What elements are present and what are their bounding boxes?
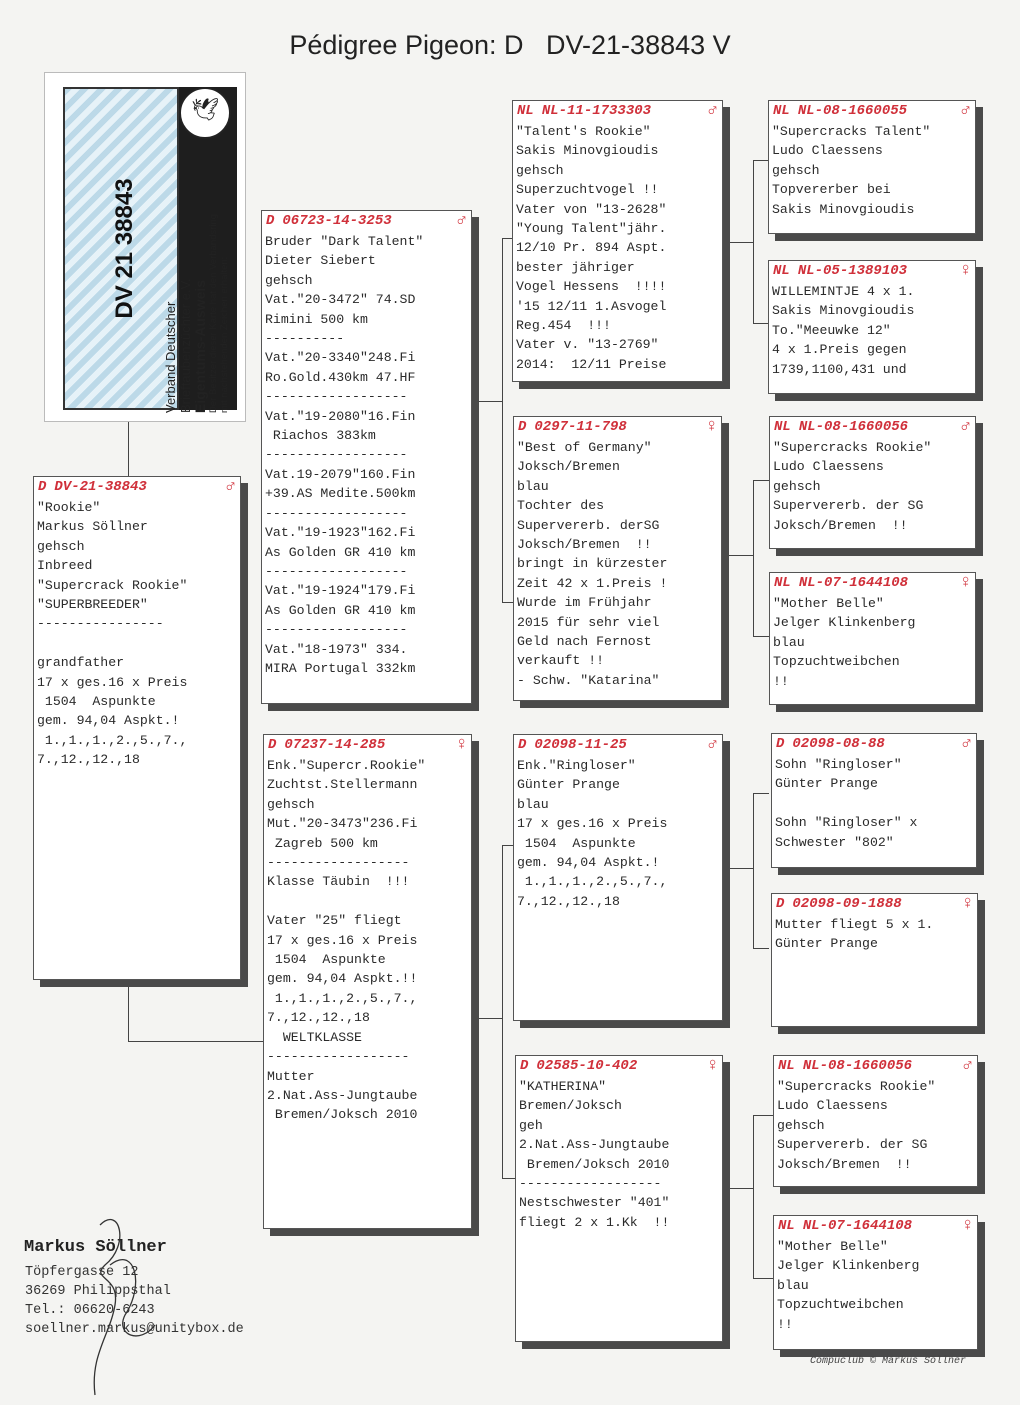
- connector: [472, 401, 502, 402]
- card-header: [769, 101, 975, 120]
- copyright: Compuclub © Markus Söllner: [810, 1356, 967, 1367]
- card-notes: "Rookie" Markus Söllner gehsch Inbreed "Supercrack Rookie" "SUPERBREEDER" ---------------- grandfather 17 x ges.16 x Preis 1504 Aspunkte gem. 94,04 Aspkt.! 1.,1.,1.,2.,5.,7., 7.,12.,12.,18: [37, 500, 188, 768]
- female-symbol-icon: ♀: [960, 261, 971, 281]
- pigeon-card-fmm: [769, 572, 976, 705]
- card-notes: Mutter fliegt 5 x 1. Günter Prange: [775, 917, 934, 952]
- ring-number: 02098-09-1888: [792, 896, 902, 912]
- connector: [502, 1178, 516, 1179]
- country-code: D: [776, 736, 785, 752]
- pigeon-card-father-mother: [513, 416, 722, 701]
- card-notes: Enk."Ringloser" Günter Prange blau 17 x ges.16 x Preis 1504 Aspunkte gem. 94,04 Aspkt.! 1.,1.,1.,2.,5.,7., 7.,12.,12.,18: [517, 758, 668, 909]
- male-symbol-icon: ♂: [961, 734, 972, 754]
- page-title: Pédigree Pigeon: D DV-21-38843 V: [289, 30, 731, 60]
- pigeon-card-mmm: [773, 1215, 978, 1350]
- ownership-org-line2: Brieftaubenzüchter e.V.: [178, 278, 193, 413]
- card-notes: Enk."Supercr.Rookie" Zuchtst.Stellermann gehsch Mut."20-3473"236.Fi Zagreb 500 km ------------------ Klasse Täubin !!! Vater "25" fliegt 17 x ges.16 x Preis 1504 Aspunkte gem. 94,04 Aspkt.!! 1.,1.,1.,2.,5.,7., 7.,12.,12.,18 WELTKLASSE ------------------ Mutter 2.Nat.Ass-Jungtaube Bremen/Joksch 2010: [267, 758, 426, 1123]
- ring-number: NL-07-1644108: [802, 1218, 913, 1234]
- country-code: NL: [773, 263, 790, 279]
- connector: [753, 480, 769, 481]
- card-header: [264, 735, 471, 754]
- male-symbol-icon: ♂: [707, 735, 718, 755]
- male-symbol-icon: ♂: [707, 101, 718, 121]
- country-code: NL: [774, 419, 791, 435]
- country-code: NL: [773, 103, 790, 119]
- country-code: D: [38, 479, 47, 495]
- ownership-heading: Eigentums-Ausweis: [192, 279, 208, 413]
- card-header: [769, 261, 975, 280]
- card-notes: "KATHERINA" Bremen/Joksch geh 2.Nat.Ass-Jungtaube Bremen/Joksch 2010 ------------------ Nestschwester "401" fliegt 2 x 1.Kk !!: [519, 1079, 670, 1230]
- country-code: NL: [778, 1218, 795, 1234]
- card-header: [774, 1216, 977, 1235]
- connector: [753, 1278, 773, 1279]
- ring-number: 0297-11-798: [534, 419, 627, 435]
- card-notes: "Supercracks Talent" Ludo Claessens gehsch Topvererber bei Sakis Minovgioudis: [772, 124, 931, 217]
- pigeon-card-mfm: [771, 893, 978, 1027]
- country-code: D: [266, 213, 275, 229]
- connector: [753, 1115, 773, 1116]
- connector: [723, 868, 753, 869]
- pigeon-card-fff: [768, 100, 976, 234]
- male-symbol-icon: ♂: [960, 417, 971, 437]
- card-notes: "Talent's Rookie" Sakis Minovgioudis gehsch Superzuchtvogel !! Vater von "13-2628" "Young Talent"jähr. 12/10 Pr. 894 Aspt. bester jähriger Vogel Hessens !!!! '15 12/11 1.Asvogel Reg.454 !!! Vater v. "13-2769" 2014: 12/11 Preise: [516, 124, 667, 372]
- signature: [60, 1205, 180, 1405]
- connector: [502, 238, 503, 602]
- breeder-city: 36269 Philippsthal: [25, 1284, 171, 1299]
- connector: [753, 323, 769, 324]
- female-symbol-icon: ♀: [962, 894, 973, 914]
- ownership-small-line2: mit nachstehenden Zeichen erhalten:: [219, 256, 230, 413]
- card-notes: "Mother Belle" Jelger Klinkenberg blau Topzuchtweibchen !!: [773, 596, 916, 689]
- card-header: [770, 417, 975, 436]
- country-code: NL: [517, 103, 534, 119]
- pigeon-card-ffm: [768, 260, 976, 394]
- ring-number: NL-11-1733303: [541, 103, 652, 119]
- card-header: [772, 734, 976, 753]
- ring-number: 07237-14-285: [284, 737, 386, 753]
- ring-number: 02098-08-88: [792, 736, 885, 752]
- pigeon-card-mmf: [773, 1055, 978, 1187]
- breeder-email: soellner.markus@unitybox.de: [25, 1322, 244, 1337]
- card-header: [770, 573, 975, 592]
- ownership-ring-number: DV 21 38843: [111, 178, 138, 319]
- female-symbol-icon: ♀: [707, 1056, 718, 1076]
- ownership-small-line1: Der Besitzer dieser Karte hat den Verbandsring: [208, 213, 219, 413]
- connector: [128, 980, 129, 1042]
- card-notes: "Supercracks Rookie" Ludo Claessens gehsch Supervererb. der SG Joksch/Bremen !!: [773, 440, 932, 533]
- connector: [753, 793, 754, 948]
- male-symbol-icon: ♂: [960, 101, 971, 121]
- country-code: NL: [774, 575, 791, 591]
- ring-number: NL-08-1660055: [797, 103, 908, 119]
- ownership-card: [44, 72, 246, 422]
- connector: [128, 422, 129, 478]
- connector: [753, 793, 769, 794]
- connector: [753, 948, 769, 949]
- card-notes: "Mother Belle" Jelger Klinkenberg blau Topzuchtweibchen !!: [777, 1239, 920, 1332]
- male-symbol-icon: ♂: [962, 1056, 973, 1076]
- card-notes: Bruder "Dark Talent" Dieter Siebert gehsch Vat."20-3472" 74.SD Rimini 500 km ---------- Vat."20-3340"248.Fi Ro.Gold.430km 47.HF ------------------ Vat."19-2080"16.Fin Riachos 383km ------------------ Vat.19-2079"160.Fin +39.AS Medite.500km ------------------ Vat."19-1923"162.Fi As Golden GR 410 km ------------------ Vat."19-1924"179.Fi As Golden GR 410 km ------------------ Vat."18-1973" 334. MIRA Portugal 332km: [265, 234, 424, 676]
- country-code: D: [520, 1058, 529, 1074]
- pigeon-card-mff: [771, 733, 977, 868]
- breeder-phone: Tel.: 06620-6243: [25, 1303, 155, 1318]
- ring-number: 06723-14-3253: [282, 213, 392, 229]
- male-symbol-icon: ♂: [456, 211, 467, 231]
- ring-number: 02585-10-402: [536, 1058, 638, 1074]
- connector: [723, 1188, 753, 1189]
- pigeon-card-father: [261, 210, 472, 704]
- ring-number: 02098-11-25: [534, 737, 627, 753]
- card-notes: WILLEMINTJE 4 x 1. Sakis Minovgioudis To."Meeuwke 12" 4 x 1.Preis gegen 1739,1100,431 und: [772, 284, 915, 377]
- card-notes: "Supercracks Rookie" Ludo Claessens gehsch Supervererb. der SG Joksch/Bremen !!: [777, 1079, 936, 1172]
- country-code: D: [518, 737, 527, 753]
- connector: [502, 845, 503, 1178]
- card-notes: "Best of Germany" Joksch/Bremen blau Tochter des Supervererb. derSG Joksch/Bremen !! bringt in kürzester Zeit 42 x 1.Preis ! Wurde im Frühjahr 2015 für sehr viel Geld nach Fernost verkauft !! - Schw. "Katarina": [517, 440, 668, 688]
- female-symbol-icon: ♀: [456, 735, 467, 755]
- card-header: [516, 1056, 722, 1075]
- ring-number: DV-21-38843: [54, 479, 147, 495]
- ring-number: NL-08-1660056: [798, 419, 909, 435]
- card-header: [774, 1056, 977, 1075]
- card-header: [513, 101, 722, 120]
- female-symbol-icon: ♀: [706, 417, 717, 437]
- breeder-street: Töpfergasse 12: [25, 1265, 139, 1280]
- ring-number: NL-05-1389103: [797, 263, 908, 279]
- card-header: [34, 477, 240, 496]
- card-header: [514, 735, 722, 754]
- connector: [753, 160, 754, 323]
- connector: [128, 1041, 264, 1042]
- card-header: [262, 211, 471, 230]
- pigeon-card-subject: [33, 476, 241, 980]
- connector: [723, 242, 753, 243]
- connector: [472, 1018, 502, 1019]
- pigeon-card-mother-father: [513, 734, 723, 1021]
- connector: [753, 636, 769, 637]
- card-header: [514, 417, 721, 436]
- pigeon-card-fmf: [769, 416, 976, 549]
- pigeon-card-mother: [263, 734, 472, 1229]
- ownership-card-text: [163, 163, 230, 413]
- ring-number: NL-08-1660056: [802, 1058, 913, 1074]
- female-symbol-icon: ♀: [960, 573, 971, 593]
- connector: [723, 555, 753, 556]
- pigeon-card-father-father: [512, 100, 723, 382]
- pigeon-card-mother-mother: [515, 1055, 723, 1342]
- country-code: D: [268, 737, 277, 753]
- female-symbol-icon: ♀: [962, 1216, 973, 1236]
- breeder-name: Markus Söllner: [24, 1238, 167, 1257]
- pigeon-icon: 🕊: [179, 87, 231, 139]
- country-code: NL: [778, 1058, 795, 1074]
- country-code: D: [518, 419, 527, 435]
- ownership-org-line1: Verband Deutscher: [163, 301, 178, 413]
- country-code: D: [776, 896, 785, 912]
- connector: [753, 480, 754, 636]
- card-header: [772, 894, 977, 913]
- male-symbol-icon: ♂: [225, 477, 236, 497]
- connector: [753, 160, 769, 161]
- card-notes: Sohn "Ringloser" Günter Prange Sohn "Ringloser" x Schwester "802": [775, 757, 918, 850]
- ring-number: NL-07-1644108: [798, 575, 909, 591]
- connector: [753, 1115, 754, 1278]
